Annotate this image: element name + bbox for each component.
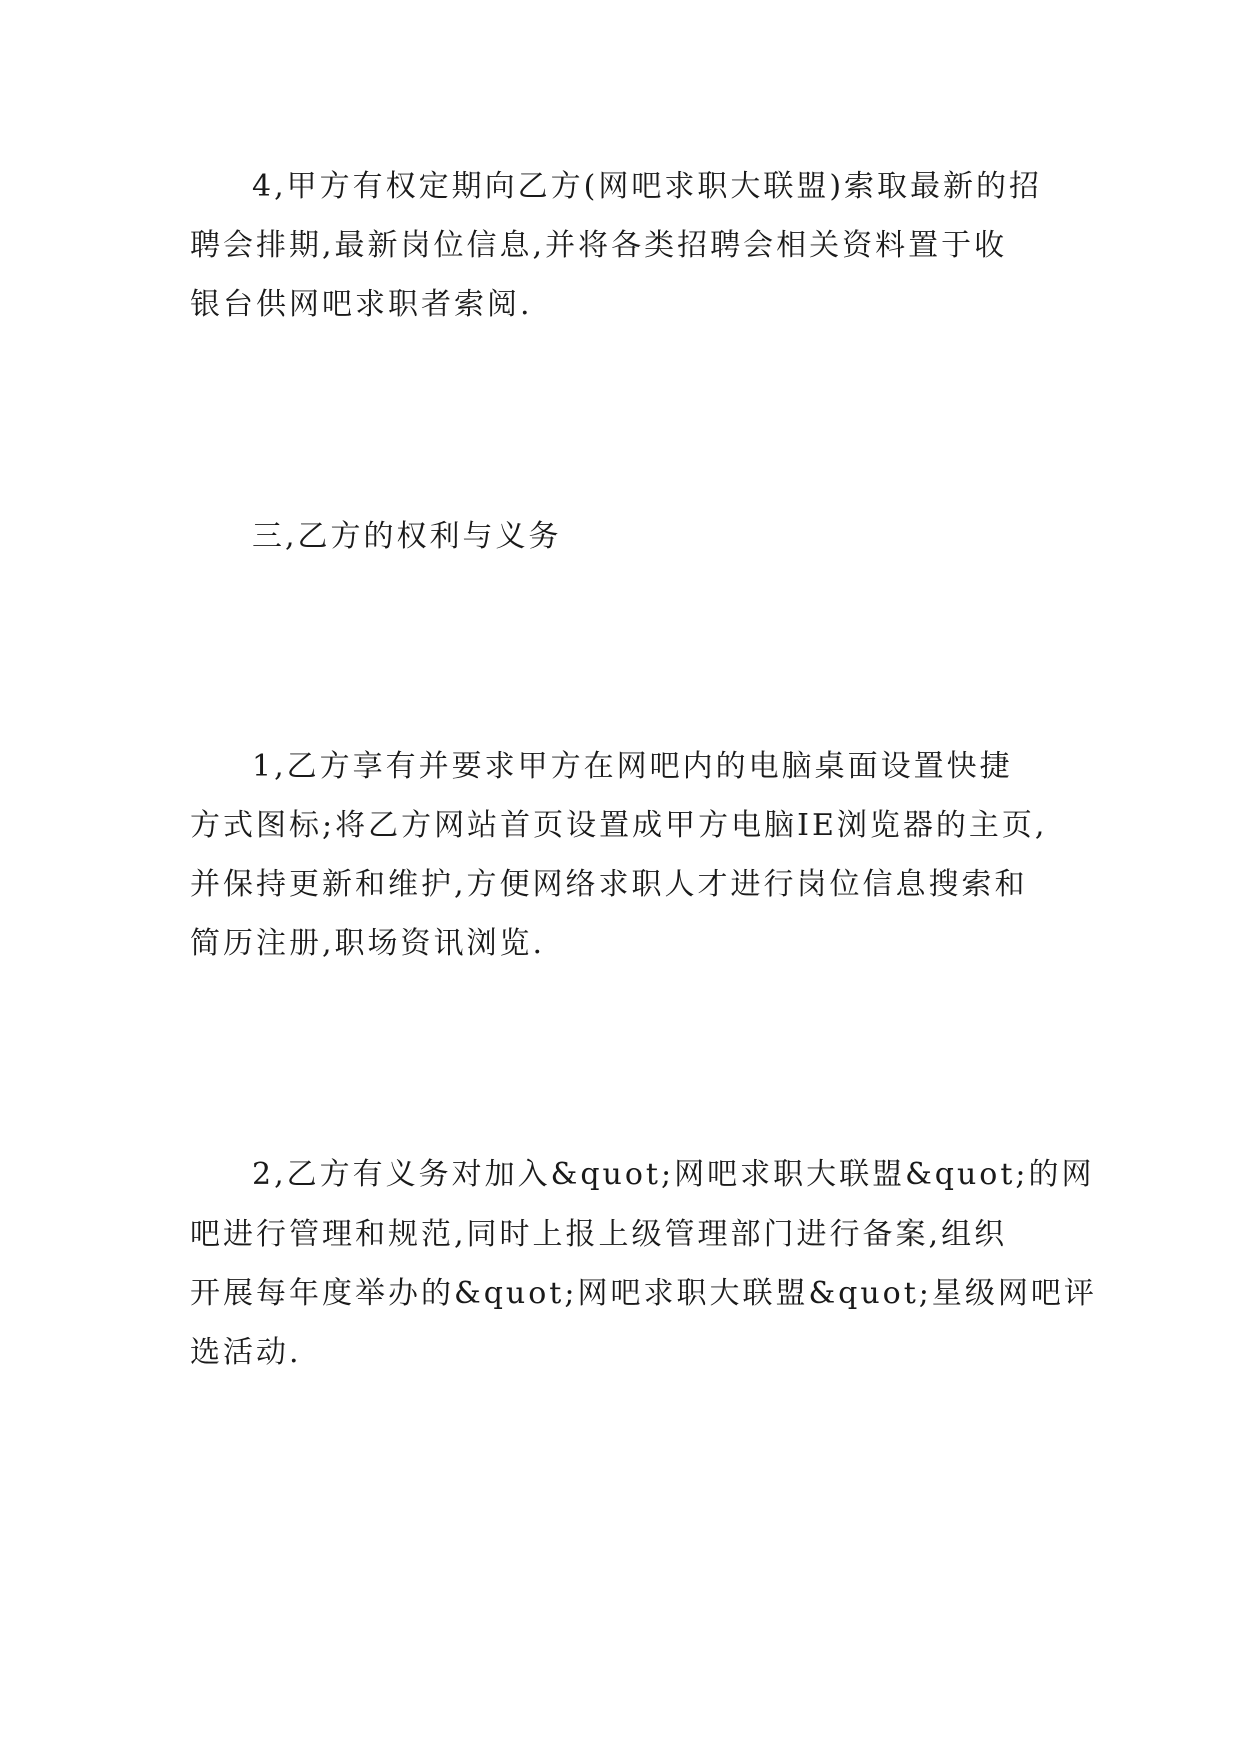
paragraph-2-line-3: 开展每年度举办的&quot;网吧求职大联盟&quot;星级网吧评	[190, 1276, 1097, 1311]
paragraph-4-line-2: 聘会排期,最新岗位信息,并将各类招聘会相关资料置于收	[190, 228, 1008, 263]
paragraph-2-line-2: 吧进行管理和规范,同时上报上级管理部门进行备案,组织	[190, 1217, 1008, 1252]
paragraph-2-line-1: 2,乙方有义务对加入&quot;网吧求职大联盟&quot;的网	[252, 1157, 1095, 1192]
section-heading: 三,乙方的权利与义务	[252, 519, 562, 554]
paragraph-1-line-4: 简历注册,职场资讯浏览.	[190, 926, 546, 961]
paragraph-2-line-4: 选活动.	[190, 1335, 302, 1370]
paragraph-4-line-1: 4,甲方有权定期向乙方(网吧求职大联盟)索取最新的招	[252, 169, 1043, 204]
paragraph-1-line-1: 1,乙方享有并要求甲方在网吧内的电脑桌面设置快捷	[252, 749, 1013, 784]
paragraph-1-line-2: 方式图标;将乙方网站首页设置成甲方电脑IE浏览器的主页,	[190, 808, 1048, 843]
paragraph-1-line-3: 并保持更新和维护,方便网络求职人才进行岗位信息搜索和	[190, 867, 1028, 902]
paragraph-4-line-3: 银台供网吧求职者索阅.	[190, 287, 533, 322]
